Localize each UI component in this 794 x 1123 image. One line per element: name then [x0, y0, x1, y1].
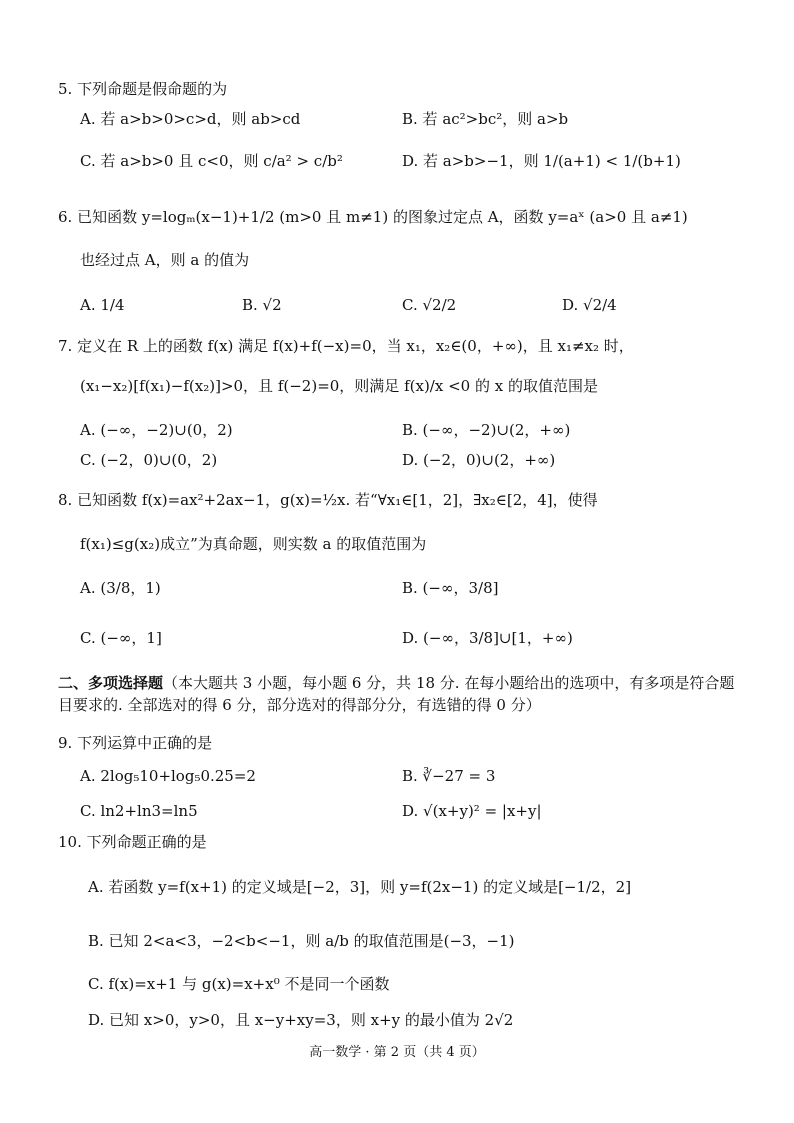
- q6-option-b: B. √2: [242, 296, 282, 314]
- q8-option-c: C. (−∞，1]: [80, 629, 162, 647]
- q6-option-c: C. √2/2: [402, 296, 457, 314]
- q5-stem: 5. 下列命题是假命题的为: [58, 80, 228, 98]
- q10-option-d: D. 已知 x>0，y>0，且 x−y+xy=3，则 x+y 的最小值为 2√2: [88, 1011, 514, 1029]
- q7-option-a: A. (−∞，−2)∪(0，2): [80, 421, 233, 439]
- q7-option-c: C. (−2，0)∪(0，2): [80, 451, 218, 469]
- q5-option-b: B. 若 ac²>bc²，则 a>b: [402, 110, 569, 128]
- q6-stem-line1: 6. 已知函数 y=logₘ(x−1)+1/2 (m>0 且 m≠1) 的图象过定点 A，函数 y=aˣ (a>0 且 a≠1): [58, 208, 688, 226]
- q8-stem-line2: f(x₁)≤g(x₂)成立”为真命题，则实数 a 的取值范围为: [80, 535, 427, 553]
- q8-option-d: D. (−∞，3/8]∪[1，+∞): [402, 629, 573, 647]
- q10-option-c: C. f(x)=x+1 与 g(x)=x+x⁰ 不是同一个函数: [88, 975, 390, 993]
- q5-option-c: C. 若 a>b>0 且 c<0，则 c/a² > c/b²: [80, 152, 343, 170]
- q7-option-b: B. (−∞，−2)∪(2，+∞): [402, 421, 571, 439]
- q5-option-d: D. 若 a>b>−1，则 1/(a+1) < 1/(b+1): [402, 152, 681, 170]
- q10-option-b: B. 已知 2<a<3，−2<b<−1，则 a/b 的取值范围是(−3，−1): [88, 932, 515, 950]
- page-footer: 高一数学 · 第 2 页（共 4 页）: [309, 1045, 485, 1060]
- q8-option-a: A. (3/8，1): [80, 579, 161, 597]
- q8-stem-line1: 8. 已知函数 f(x)=ax²+2ax−1，g(x)=½x. 若“∀x₁∈[1，2]，∃x₂∈[2，4]，使得: [58, 491, 598, 509]
- q8-option-b: B. (−∞，3/8]: [402, 579, 499, 597]
- q9-option-a: A. 2log₅10+log₅0.25=2: [80, 767, 256, 785]
- q7-stem-line1: 7. 定义在 R 上的函数 f(x) 满足 f(x)+f(−x)=0，当 x₁，x₂∈(0，+∞)，且 x₁≠x₂ 时，: [58, 337, 634, 355]
- q6-stem-line2: 也经过点 A，则 a 的值为: [80, 251, 250, 269]
- section-2-title: 二、多项选择题: [58, 674, 164, 692]
- q10-stem: 10. 下列命题正确的是: [58, 833, 207, 851]
- q7-stem-line2: (x₁−x₂)[f(x₁)−f(x₂)]>0，且 f(−2)=0，则满足 f(x)/x <0 的 x 的取值范围是: [80, 377, 598, 395]
- q7-option-d: D. (−2，0)∪(2，+∞): [402, 451, 556, 469]
- q9-stem: 9. 下列运算中正确的是: [58, 734, 213, 752]
- q6-option-a: A. 1/4: [80, 296, 125, 314]
- q9-option-b: B. ∛−27 = 3: [402, 767, 496, 785]
- q10-option-a: A. 若函数 y=f(x+1) 的定义域是[−2，3]，则 y=f(2x−1) 的定义域是[−1/2，2]: [88, 878, 632, 896]
- q9-option-d: D. √(x+y)² = |x+y|: [402, 802, 542, 820]
- q5-option-a: A. 若 a>b>0>c>d，则 ab>cd: [80, 110, 301, 128]
- section-2-description: （本大题共 3 小题，每小题 6 分，共 18 分. 在每小题给出的选项中，有多项是符合题目要求的. 全部选对的得 6 分，部分选对的得部分分，有选错的得 0 分）: [58, 674, 735, 714]
- q9-option-c: C. ln2+ln3=ln5: [80, 802, 198, 820]
- section-2-header: [58, 672, 748, 716]
- q6-option-d: D. √2/4: [562, 296, 617, 314]
